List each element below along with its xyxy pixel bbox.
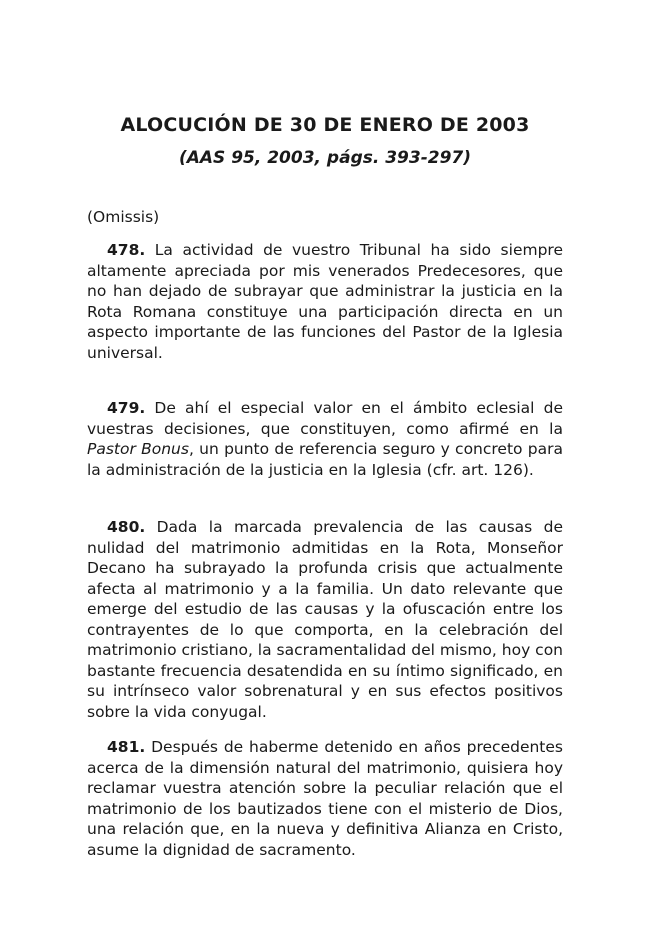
paragraph-text: De ahí el especial valor en el ámbito eclesial de vuestras decisiones, que constituyen, como afirmé en la [87,399,563,438]
paragraph-478 [87,240,563,363]
paragraph-number: 479. [107,399,146,417]
paragraph-480 [87,517,563,722]
paragraph-479 [87,398,563,480]
paragraph-italic-text: Pastor Bonus [87,440,189,458]
paragraph-481 [87,737,563,860]
paragraph-text: , un punto de referencia seguro y concreto para la administración de la justicia en la Iglesia (cfr. art. 126). [87,440,564,479]
paragraph-text: Dada la marcada prevalencia de las causas de nulidad del matrimonio admitidas en la Rota, Monseñor Decano ha subrayado la profunda crisis que actualmente afecta al matrimonio y a la familia. Un dato relevante que emerge del estudio de las causas y la ofuscación entre los contrayentes de lo que comporta, en la celebración del matrimonio cristiano, la sacramentalidad del mismo, hoy con bastante frecuencia desatendida en su íntimo significado, en su intrínseco valor sobrenatural y en sus efectos positivos sobre la vida conyugal. [87,518,564,721]
paragraph-number: 481. [107,738,146,756]
page-title: ALOCUCIÓN DE 30 DE ENERO DE 2003 [120,114,530,136]
paragraph-number: 478. [107,241,146,259]
paragraph-text: La actividad de vuestro Tribunal ha sido siempre altamente apreciada por mis venerados Predecesores, que no han dejado de subrayar que administrar la justicia en la Rota Romana constituye una participación directa en un aspecto importante de las funciones del Pastor de la Iglesia universal. [87,241,563,362]
paragraph-number: 480. [107,518,146,536]
omissis-note: (Omissis) [87,208,160,226]
page-subtitle: (AAS 95, 2003, págs. 393-297) [178,148,472,168]
paragraph-text: Después de haberme detenido en años precedentes acerca de la dimensión natural del matrimonio, quisiera hoy reclamar vuestra atención sobre la peculiar relación que el matrimonio de los bautizados tiene con el misterio de Dios, una relación que, en la nueva y definitiva Alianza en Cristo, asume la dignidad de sacramento. [87,738,563,859]
